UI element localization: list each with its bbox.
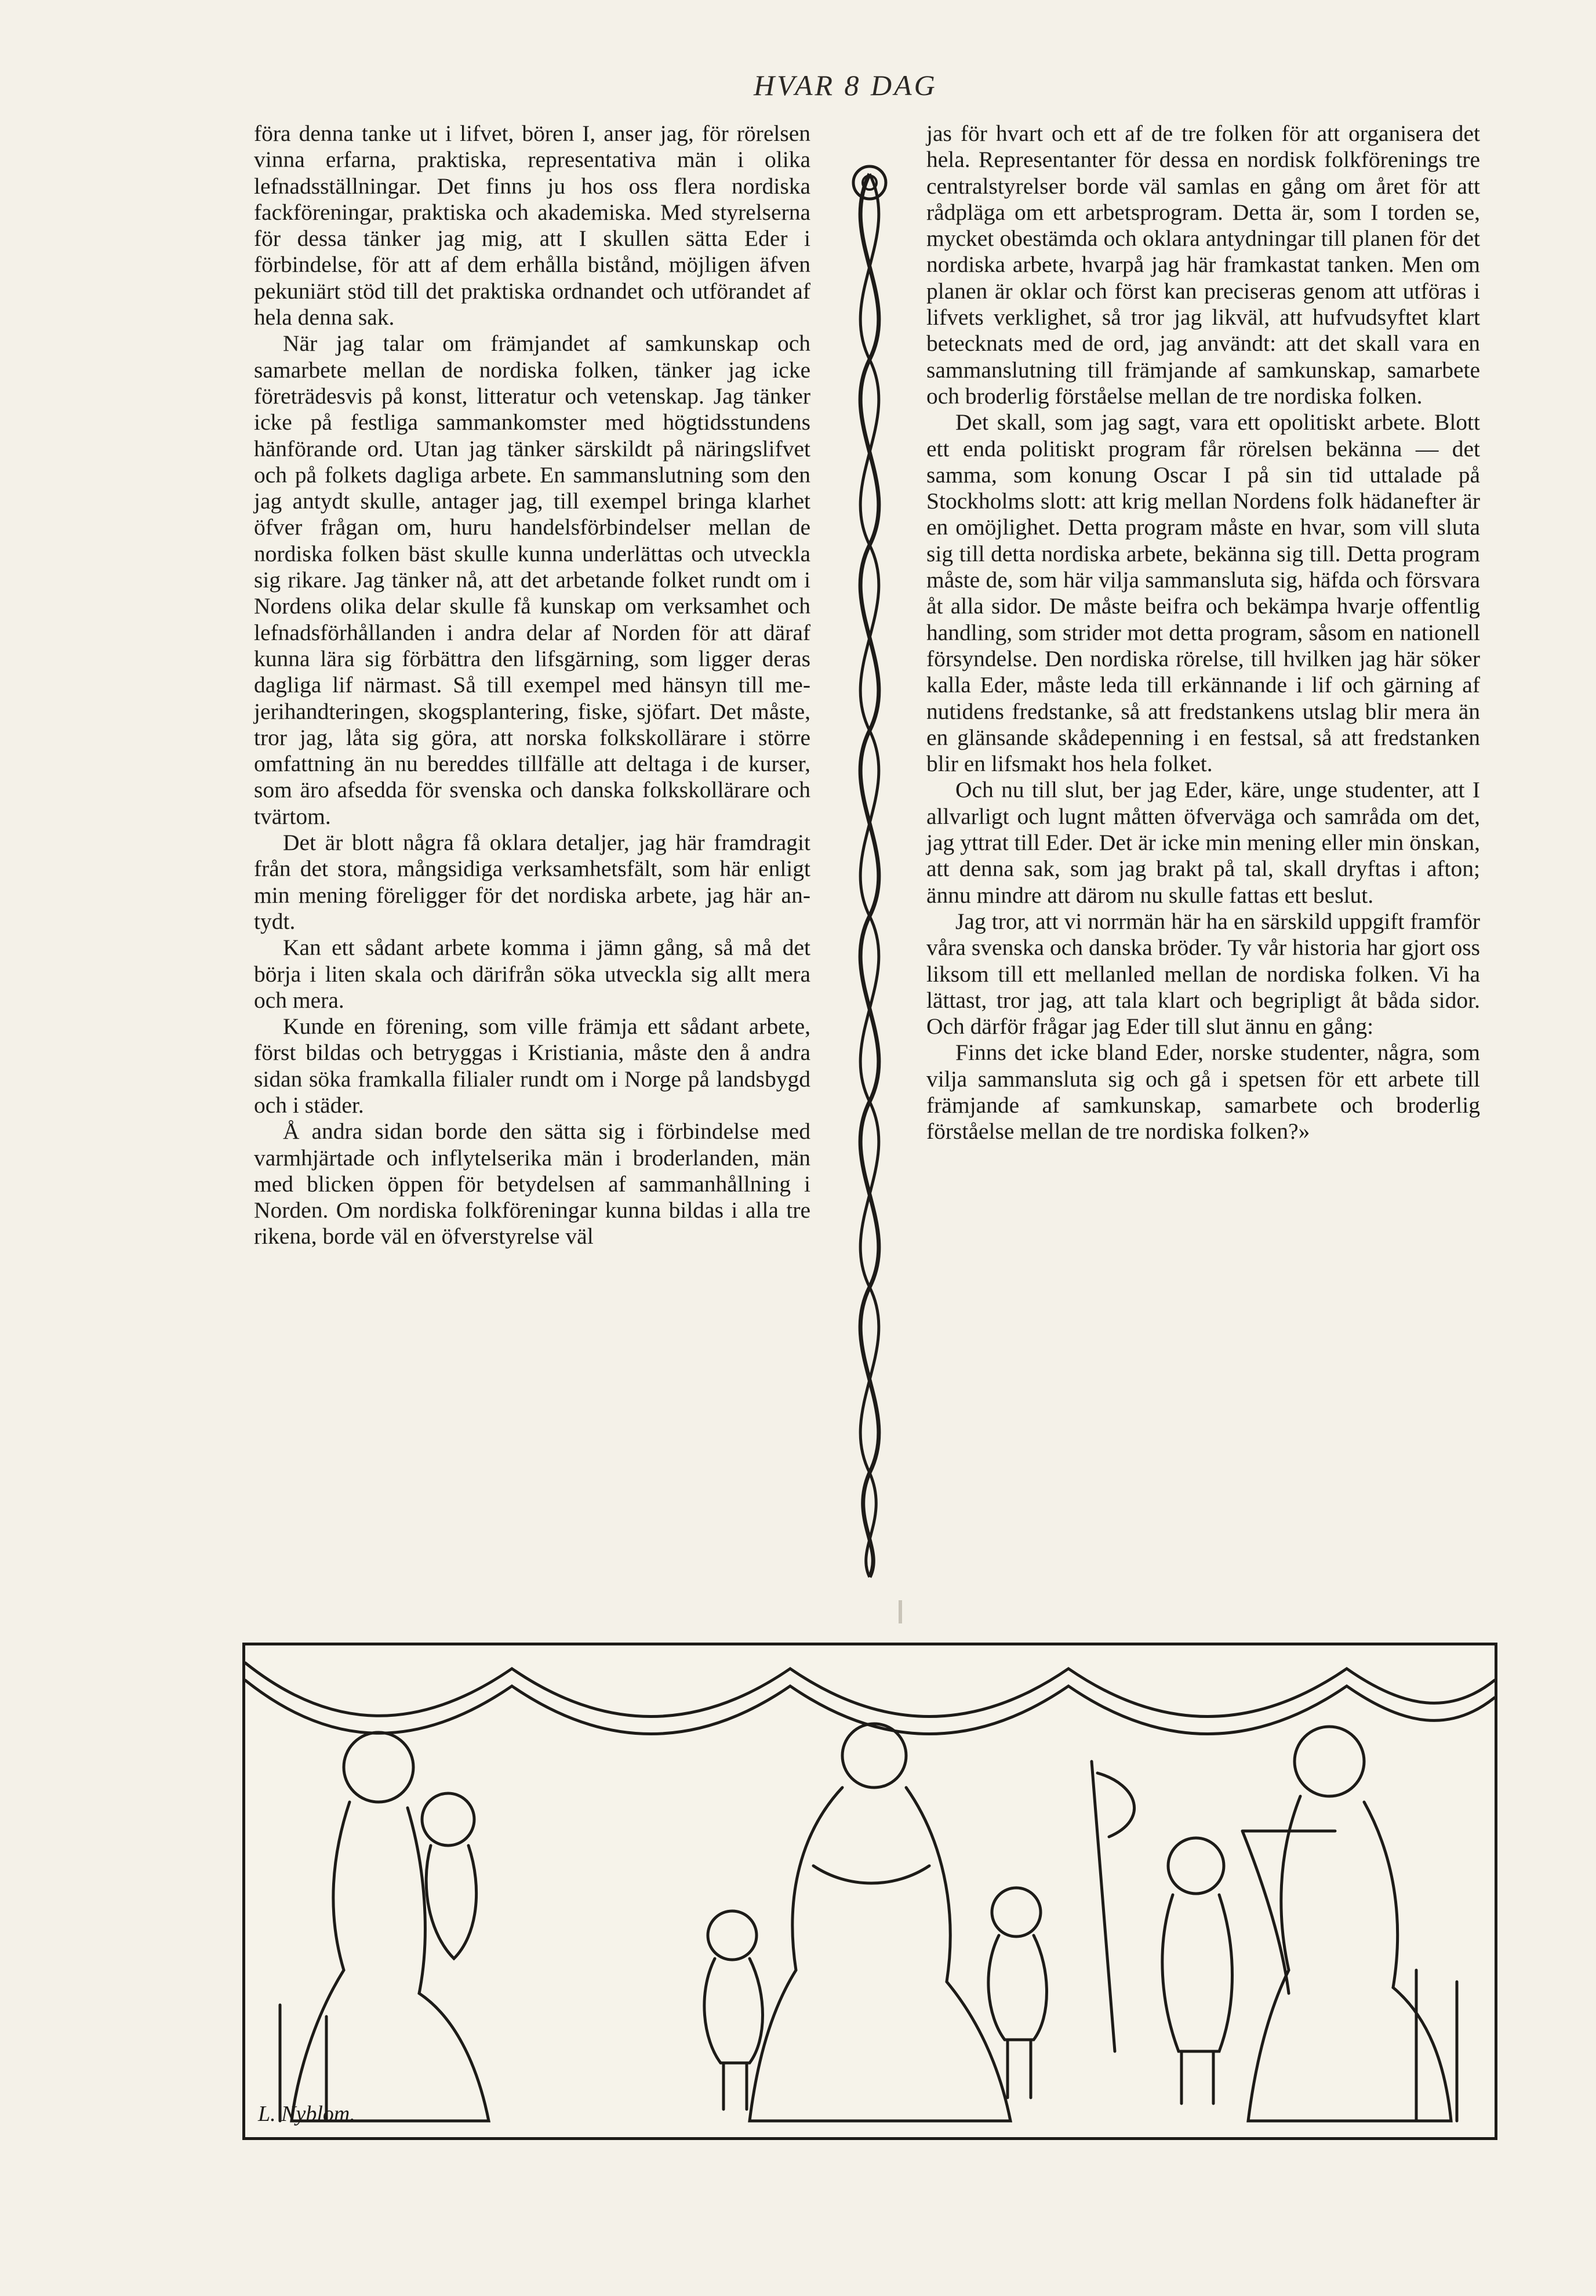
right-text-column — [926, 121, 1480, 1145]
paragraph: jas för hvart och ett af de tre folken för att organisera det hela. Representanter för dessa en nordisk folkförenings tre centralstyrelser borde väl samlas en gång om året för att rådpläga om ett arbetsprogram. Detta är, som I torden se, mycket obestämda och oklara antydningar till planen för det nordiska arbete, hvarpå jag här framkastat tanken. Men om planen är oklar och först kan preciseras genom att utföras i lifvets verklighet, så tror jag likväl, att hufvudsyftet klart betecknats med de ord, jag användt: att det skall vara en sammanslutning till främjande af samkunskap, samarbete och broderlig förståelse mellan de tre nordiska folken. — [926, 121, 1480, 409]
print-mark — [899, 1600, 902, 1623]
paragraph: Det är blott några få oklara detaljer, jag här framdragit från det stora, mångsidiga verksamhetsfält, som här enligt min mening föreligger för det nordiska arbete, jag här antydt. — [254, 830, 810, 934]
paragraph: När jag talar om främjandet af samkunskap och samarbete mellan de nordiska folken, tänker jag icke företrädesvis på konst, litteratur och vetenskap. Jag tänker icke på festliga sammankomster med högtidsstundens hänförande ord. Utan jag tänker särskildt på näringslifvet och på folkets dagliga arbete. En sammanslutning som den jag antydt skulle, antager jag, till exempel bringa klarhet öfver frågan om, huru handelsförbindelser mellan de nordiska folken bäst skulle kunna underlättas och utveckla sig rikare. Jag tänker nå, att det arbetande folket rundt om i Nordens olika delar skulle få kunskap om verksamhet och lefnadsförhållanden i andra delar af Norden för att däraf kunna lära sig förbättra den lifsgärning, som ligger deras dagliga lif närmast. Så till exempel med hänsyn till mejerihandteringen, skogsplantering, fiske, sjöfart. Det måste, tror jag, låta sig göra, att norska folkskollärare i större omfattning än nu bereddes tillfälle att deltaga i de kurser, som äro afsedda för svenska och danska folkskollärare och tvärtom. — [254, 330, 810, 829]
decorative-vine-divider — [826, 157, 913, 1583]
artist-signature: L. Nyblom. — [258, 2102, 355, 2126]
paragraph: Å andra sidan borde den sätta sig i förbindelse med varmhjärtade och inflytelserika män i broderlanden, män med blicken öppen för betydelsen af sammanhållning i Norden. Om nordiska folkföreningar kunna bildas i alla tre rikena, borde väl en öfverstyrelse väl — [254, 1118, 810, 1249]
running-header: HVAR 8 DAG — [754, 69, 937, 101]
paragraph: Och nu till slut, ber jag Eder, käre, unge studenter, att I allvarligt och lugnt måtten öfverväga och samråda om det, jag yttrat till Eder. Det är icke min mening eller min önskan, att denna sak, som jag brakt på tal, skall dryftas i afton; ännu mindre att därom nu skulle fattas ett beslut. — [926, 777, 1480, 908]
left-text-column — [254, 121, 810, 1250]
paragraph: Finns det icke bland Eder, norske studenter, några, som vilja sammansluta sig och gå i spetsen för ett arbete till främjande af samkunskap, samarbete och broderlig förståelse mellan de tre nordiska folken?» — [926, 1040, 1480, 1145]
paragraph: Jag tror, att vi norrmän här ha en särskild uppgift framför våra svenska och danska bröder. Ty vår historia har gjort oss liksom till ett mellanled mellan de nordiska folken. Vi ha lättast, tror jag, att tala klart och begripligt åt båda sidor. Och därför frågar jag Eder till slut ännu en gång: — [926, 908, 1480, 1040]
family-illustration — [242, 1643, 1497, 2140]
paragraph: Det skall, som jag sagt, vara ett opolitiskt arbete. Blott ett enda politiskt program får rörelsen bekänna — det samma, som konung Oscar I på sin tid uttalade på Stockholms slott: att krig mellan Nordens folk hädanefter är en omöjlighet. Detta program måste en hvar, som vill sluta sig till detta nordiska arbete, bekänna sig till. Detta program måste de, som här vilja sammansluta sig, häfda och försvara åt alla sidor. De måste beifra och bekämpa hvarje offentlig handling, som strider mot detta program, såsom en nationell försyndelse. Den nordiska rörelse, till hvilken jag här söker kalla Eder, måste leda till erkännande i lif och gärning af nutidens fredstanke, så att fredstankens utslag blir mera än en glänsande skådepenning i en festsal, så att fredstanken blir en lifsmakt hos hela folket. — [926, 409, 1480, 777]
paragraph: föra denna tanke ut i lifvet, bören I, anser jag, för rörelsen vinna erfarna, praktiska, representativa män i olika lefnadsställningar. Det finns ju hos oss flera nordiska fackföreningar, praktiska och akademiska. Med styrelserna för dessa tänker jag mig, att I skullen sätta Eder i förbindelse, för att af dem erhålla bistånd, möjligen äfven pekuniärt stöd till det praktiska ordnandet och utförandet af hela denna sak. — [254, 121, 810, 330]
paragraph: Kunde en förening, som ville främja ett sådant arbete, först bildas och betryggas i Kristiania, måste den å andra sidan söka framkalla filialer rundt om i Norge på landsbygd och i städer. — [254, 1013, 810, 1118]
paragraph: Kan ett sådant arbete komma i jämn gång, så må det börja i liten skala och därifrån söka utveckla sig allt mera och mera. — [254, 935, 810, 1013]
illustration-drawing — [245, 1645, 1495, 2137]
